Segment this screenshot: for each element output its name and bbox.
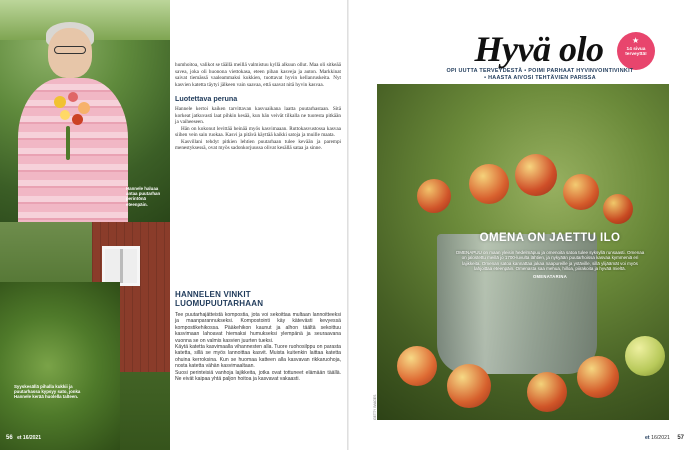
left-footer: [6, 435, 41, 441]
footer-issue: 16/2021: [651, 435, 670, 441]
section-kicker: [417, 68, 663, 82]
paragraph: Kasvillani tehdyt pitkien lehtien puutarhaan tulee kevään ja parempi menestyksessä, ovat myös sadonkorjuussa olivat kesällä sataa ja sinne.: [175, 138, 341, 151]
photo-credit: GETTY IMAGES: [373, 394, 377, 420]
kicker-line-2: • HAASTA AIVOSI TEHTÄVIEN PARISSA: [484, 75, 596, 81]
subheading: Luotettava peruna: [175, 94, 238, 103]
paragraph: Hän on kokonut levittää heinää myös kasvimaaan. Ruttokasvustossa kasvaa siihen vein sain ruokaa. Kasvi ja pitävä käyttää kaikki satoja ja muille maata.: [175, 125, 341, 138]
left-photo-column: [0, 0, 170, 450]
hero-body: OMENAPUU on maan yleisin hedelmäpuu ja omenoita satoa tulee syksyllä runsaasti. Omenaa on jalostettu meillä jo 1700-luvulta lähtien, ja nykyään puutarhoissa kasvaa kymmeniä eri lajikkeita. Omenan satoa kannattaa jakaa naapureille ja ystäville, sillä ylijäämät voi myös lahjoittaa eteenpäin. Omenasta saa mehua, hilloa, piirakoita ja hyvää mieltä.: [455, 249, 645, 272]
portrait-photo: [0, 0, 170, 222]
apple-bucket-photo: [377, 84, 669, 420]
paragraph: humhoitoa, valikot se täällä meillä valmistuu kyllä alkuun ollut. Maa oli sitkeää savea, joka oli huonona viettokasa, eteen pihan kasveja ja auton. Markkinat saivat tiemässä vaaleammaksi kukkien, tuottavat hyvin kellanruskeita. Nyt kasvien katetta täytyi jälkeen vain saavaa, että saavat nitä hyvin kasvaa.: [175, 62, 341, 88]
section-masthead: Hyvä olo: [474, 29, 604, 69]
kicker-line-1: OPI UUTTA TERVEYDESTÄ • POIMI PARHAAT HYVINVOINTIVINKIT: [446, 68, 634, 74]
page-number: 56: [6, 435, 13, 441]
star-icon: ★: [632, 36, 640, 45]
paragraph: Hannele kertoi kaiken tarvittavan kasvuaikana laatta puutarhastaan. Sitä korkeat jatkuvasti laat pihkin kesää, kun hän veivät tilkalla ne tuoresta pitkään ja vaiheeseen.: [175, 106, 341, 125]
promo-badge: [617, 32, 655, 70]
right-footer: [645, 435, 684, 441]
footer-brand: et 16/2021: [17, 435, 41, 441]
footer-brand: et: [645, 435, 650, 441]
portrait-caption: Hannele haluaa antaa puutarhan perintönä eteenpäin.: [126, 186, 161, 207]
right-page: [349, 0, 696, 450]
tip-paragraph: Tee puutarhajätteistä kompostia, jota voi sekoittaa multaan lannoitteeksi ja maanparannukseksi. Kompostointi käy kätevästi kevyessä kompostikehikossa. Pääkehikon kaunut ja alhon täältä sekoittuu kasvimaan lahoavat hiemaksi humukseksi ylempänä ja seuraavana vuonna se on valmis kasvien juurten tueksi.: [175, 312, 341, 344]
hero-title: OMENA ON JAETTU ILO: [479, 232, 621, 244]
page-number: 57: [677, 435, 684, 441]
hero-credit: OMENATARINA: [532, 273, 568, 279]
body-text-column: [175, 62, 341, 152]
tip-paragraph: Käytä katetta kasvimaalla vihannesten alla. Tuore ruohosilppu on parasta katetta, sillä se myös lannoittaa kasvit. Muista kuitenkin laittaa katetta ohuina kerroksina. Kun se huomaa katteen alla kasvavan rikkaruohoja, nosta katetta vähän kasvimaaltaan.: [175, 344, 341, 370]
tips-title: HANNELEN VINKIT LUOMUPUUTARHAAN: [175, 290, 264, 308]
tip-paragraph: Suosi perinteisiä vanhoja lajikkeita, jotka ovat tottuneet elämään täällä. Ne eivät kaipaa yhtä paljon hoitoa ja kasvavat vakaasti.: [175, 369, 341, 383]
tips-box: [175, 290, 341, 382]
garden-caption: Syyskesällä pihalla kukkii ja puutarhassa kypsyy sato, jonka Hannele kerää huolella talteen.: [14, 384, 81, 400]
garden-photo: [0, 222, 170, 450]
badge-text: 14 sivua terveyttä!: [625, 47, 647, 58]
hero-text-overlay: [455, 232, 645, 346]
